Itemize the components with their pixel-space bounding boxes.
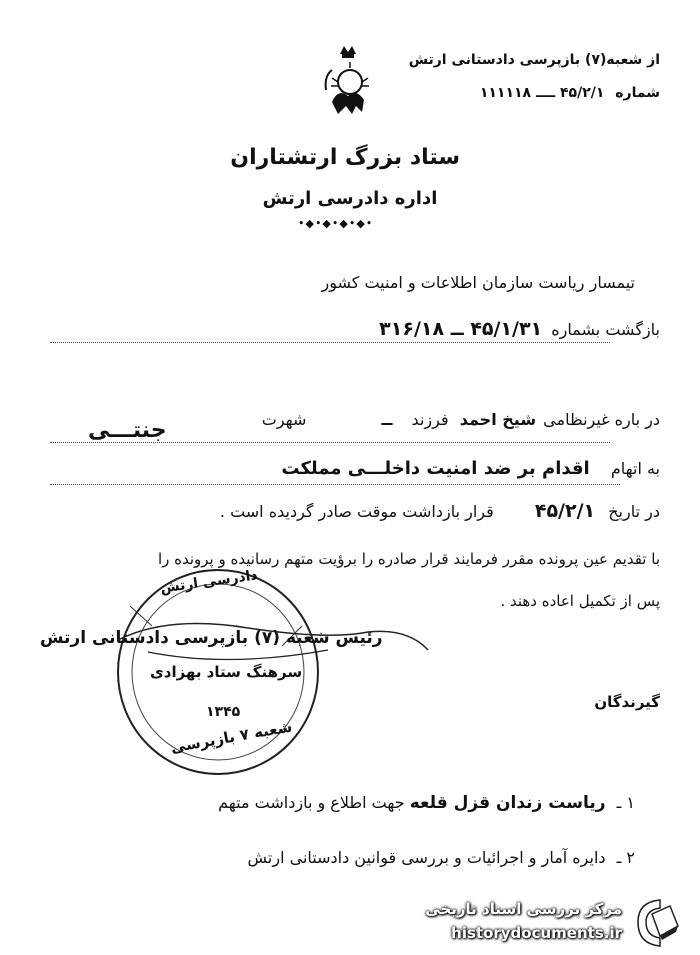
organization-name: ستاد بزرگ ارتشتاران: [230, 145, 460, 170]
date-suffix: قرار بازداشت موقت صادر گردیده است .: [219, 502, 494, 521]
charge-value: اقدام بر ضد امنیت داخلـــی مملکت: [281, 458, 590, 479]
recipient-item-1-bold: ریاست زندان قزل قلعه: [409, 793, 606, 813]
charge-label: به اتهام: [610, 459, 660, 478]
letter-number: [480, 85, 660, 101]
reference-label: بازگشت بشماره: [551, 320, 660, 339]
reference-line: [379, 318, 660, 340]
charge-dotted-line: [50, 484, 620, 485]
child-of-label: فرزند: [411, 410, 449, 429]
about-label: در باره غیرنظامی: [543, 410, 660, 429]
recipient-item-1-num: ۱ ـ: [616, 793, 635, 812]
instruction-line-2: پس از تکمیل اعاده دهند .: [500, 592, 660, 610]
reference-dotted-line: [50, 342, 610, 343]
charge-line: [281, 458, 660, 479]
letter-number-label: شماره: [615, 85, 660, 101]
watermark-url: historydocuments.ir: [451, 924, 622, 942]
child-of-value: ــ: [381, 410, 393, 429]
recipients-heading: گیرندگان: [594, 693, 660, 711]
watermark-title: مرکز بررسی اسناد تاریخی: [425, 900, 622, 918]
recipient-item-2-num: ۲ ـ: [616, 848, 635, 867]
stamp-branch: شعبه ۷ بازپرسی: [169, 717, 294, 757]
stamp-top-text: دادرسی ارتش: [159, 567, 259, 597]
ornament-divider: •◆•◆•◆•◆•: [298, 217, 374, 230]
person-name: شیخ احمد: [459, 410, 537, 429]
reference-value: ۴۵/۱/۳۱ ــ ۳۱۶/۱۸: [379, 318, 543, 340]
recipient-item-1: [218, 793, 635, 813]
fame-label: شهرت: [261, 410, 307, 429]
letter-number-value: ۴۵/۲/۱ ــــ ۱۱۱۱۱۸: [479, 85, 605, 101]
watermark-logo-icon: [630, 896, 686, 948]
date-value: ۴۵/۲/۱: [534, 500, 596, 522]
date-label: در تاریخ: [608, 502, 660, 521]
signatory-title: رئیس شعبه (۷) بازپرسی دادستانی ارتش: [40, 628, 383, 648]
recipient-item-1-text: جهت اطلاع و بازداشت متهم: [218, 793, 405, 812]
subject-dotted-line: [50, 442, 610, 443]
department-name: اداره دادرسی ارتش: [262, 188, 438, 209]
signatory-name: سرهنگ ستاد بهزادی: [150, 663, 303, 681]
signature-scribble: [108, 610, 438, 670]
date-line: [220, 500, 660, 522]
instruction-line-1: با تقدیم عین پرونده مقرر فرمایند قرار صادره را برؤیت متهم رسانیده و پرونده را: [157, 550, 660, 568]
fame-value: جنتـــی: [88, 418, 167, 443]
recipient-item-2-text: دایره آمار و اجرائیات و بررسی قوانین دادستانی ارتش: [247, 848, 606, 867]
lion-and-sun-emblem: [318, 40, 378, 120]
stamp-year: ۱۳۴۵: [206, 704, 241, 720]
recipient-item-2: [248, 848, 635, 867]
recipient-line: تیمسار ریاست سازمان اطلاعات و امنیت کشور: [321, 273, 635, 292]
issuing-branch: از شعبه(۷) بازپرسی دادستانی ارتش: [408, 52, 660, 68]
